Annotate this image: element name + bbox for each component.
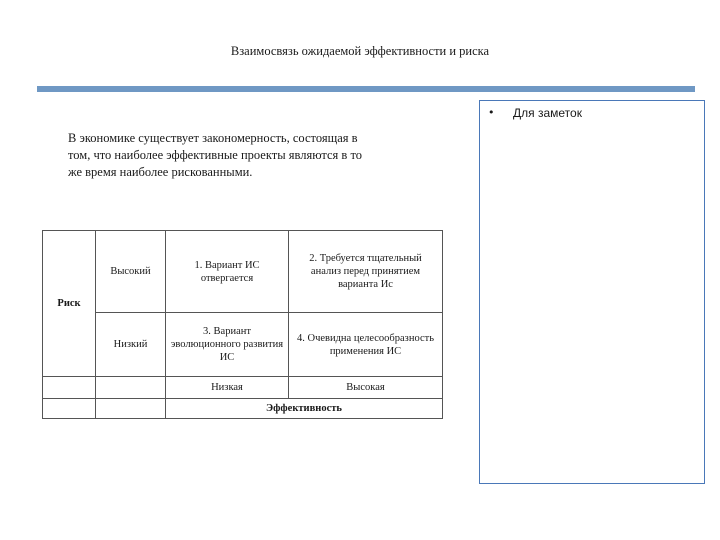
notes-label: Для заметок <box>513 106 582 120</box>
effectiveness-axis-label: Эффективность <box>166 399 443 419</box>
notes-panel[interactable] <box>479 100 705 484</box>
risk-axis-label: Риск <box>43 231 96 377</box>
empty-cell <box>43 377 96 399</box>
eff-low-label: Низкая <box>166 377 289 399</box>
cell-high-risk-low-eff: 1. Вариант ИС отвергается <box>166 231 289 313</box>
empty-cell <box>43 399 96 419</box>
intro-paragraph: В экономике существует закономерность, состоящая в том, что наиболее эффективные проекты являются в то же время наиболее рискованными. <box>68 131 362 179</box>
notes-bullet: • <box>488 106 495 119</box>
slide-title: Взаимосвязь ожидаемой эффективности и риска <box>230 44 490 58</box>
eff-high-label: Высокая <box>289 377 443 399</box>
empty-cell <box>96 399 166 419</box>
title-divider <box>37 86 695 92</box>
cell-low-risk-high-eff: 4. Очевидна целесообразность применения ИС <box>289 313 443 377</box>
cell-low-risk-low-eff: 3. Вариант эволюционного развития ИС <box>166 313 289 377</box>
risk-high-label: Высокий <box>96 231 166 313</box>
risk-low-label: Низкий <box>96 313 166 377</box>
cell-high-risk-high-eff: 2. Требуется тщательный анализ перед принятием варианта Ис <box>289 231 443 313</box>
empty-cell <box>96 377 166 399</box>
risk-effectiveness-matrix <box>42 230 443 419</box>
